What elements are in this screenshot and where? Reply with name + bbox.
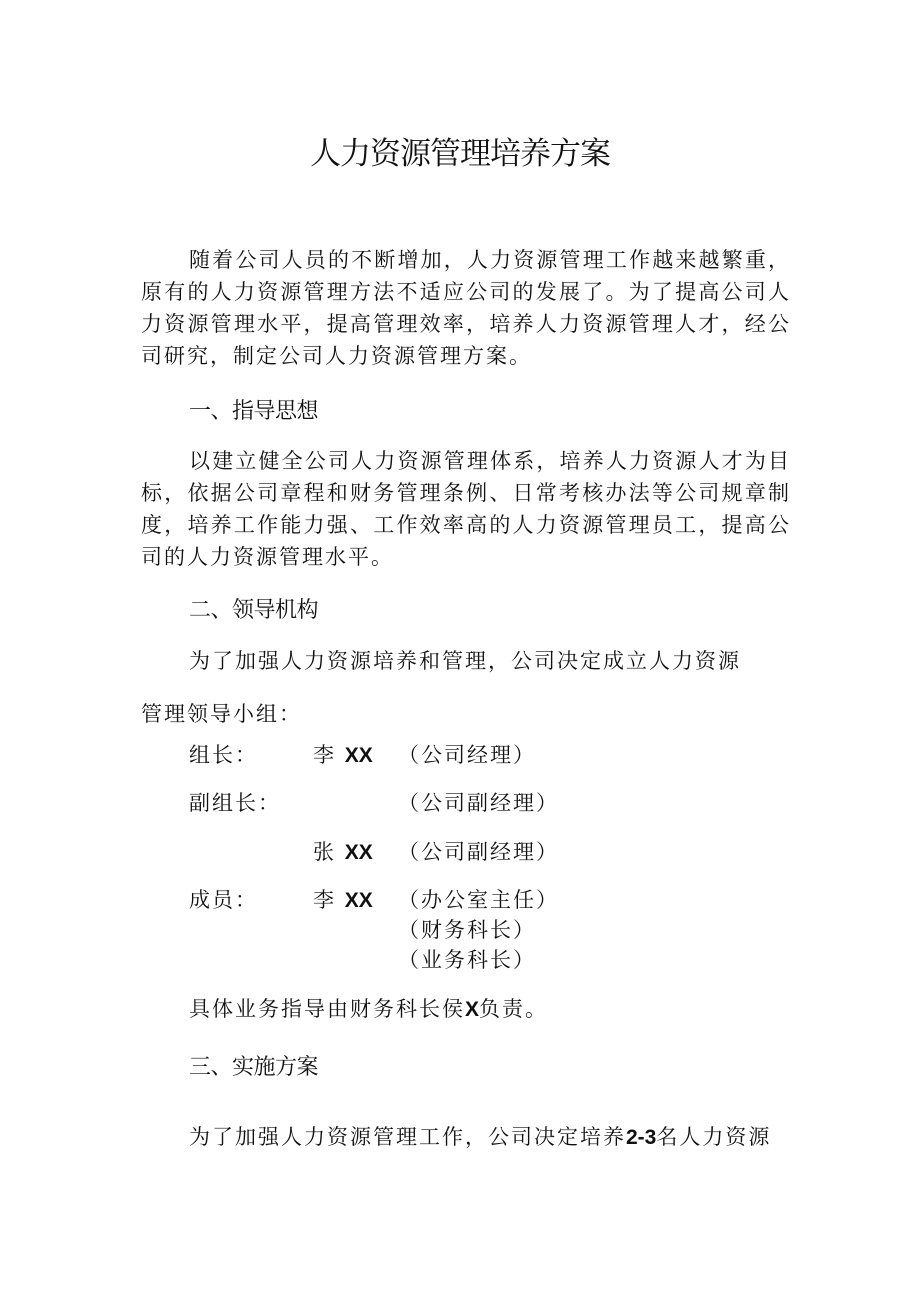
- document-title: 人力资源管理培养方案: [310, 136, 610, 172]
- section2-line2: 管理领导小组：: [141, 702, 302, 726]
- intro-paragraph: 随着公司人员的不断增加，人力资源管理工作越来越繁重，原有的人力资源管理方法不适应公司的发展了。为了提高公司人力资源管理水平，提高管理效率，培养人力资源管理人才，经公司研究，制定公司人力资源管理方案。: [141, 248, 791, 368]
- section2-line1: 为了加强人力资源培养和管理，公司决定成立人力资源: [189, 649, 741, 673]
- leader-name: 李 XX: [313, 743, 373, 767]
- guidance-line: 具体业务指导由财务科长侯X负责。: [189, 997, 549, 1021]
- section1-heading: 一、指导思想: [189, 399, 319, 424]
- member-title-2: （财务科长）: [398, 918, 536, 942]
- section1-paragraph: 以建立健全公司人力资源管理体系，培养人力资源人才为目标，依据公司章程和财务管理条例、日常考核办法等公司规章制度，培养工作能力强、工作效率高的人力资源管理员工，提高公司的人力资源管理水平。: [141, 449, 791, 569]
- section2-heading: 二、领导机构: [189, 598, 319, 623]
- leader-label: 组长：: [189, 743, 258, 767]
- leader-title: （公司经理）: [398, 743, 536, 767]
- deputy2-title: （公司副经理）: [398, 840, 559, 864]
- section3-line: 为了加强人力资源管理工作，公司决定培养2-3名人力资源: [189, 1125, 772, 1149]
- member-title-1: （办公室主任）: [398, 888, 559, 912]
- deputy-label: 副组长：: [189, 791, 281, 815]
- deputy-title: （公司副经理）: [398, 791, 559, 815]
- member-title-3: （业务科长）: [398, 948, 536, 972]
- deputy2-name: 张 XX: [313, 840, 373, 864]
- member-label: 成员：: [189, 888, 258, 912]
- member-name: 李 XX: [313, 888, 373, 912]
- section3-heading: 三、实施方案: [189, 1055, 319, 1080]
